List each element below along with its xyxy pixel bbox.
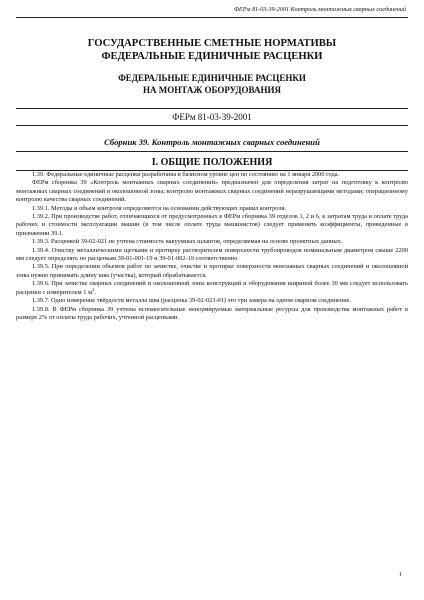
document-code-block	[16, 108, 408, 126]
running-header: ФЕРм 81-03-39-2001 Контроль монтажных сварных соединений	[233, 6, 406, 13]
paragraph: 1.39.4. Очистку металлическими щетками и протирку растворителем поверхности трубопроводов номинальным диаметром свыше 2200 мм следует определять по расценкам 39-01-001-19 и 39-01-002-19 соответственно.	[16, 246, 408, 263]
paragraph-end: .	[94, 288, 96, 296]
code-bottom-rule	[16, 125, 408, 126]
paragraph: 1.39.2. При производстве работ, отличающихся от предусмотренных в ФЕРм сборника 39 отделов 1, 2 и 6, к затратам труда и оплате труда рабочих и стоимости эксплуатации машин (в том числе оплате труда машинистов) следует применять коэффициенты, приведенные в приложении 39.1.	[16, 213, 408, 237]
section-title: I. ОБЩИЕ ПОЛОЖЕНИЯ	[151, 157, 273, 168]
paragraph: 1.39.5. При определении объемов работ по зачистке, очистке и протирке поверхности монтажных сварных соединений и околошовной зоны нужно принимать длину шва (участка), который обрабатывается.	[16, 263, 408, 279]
paragraph: 1.39.3. Расценкой 39-02-021 не учтена стоимость вакуумных шлангов, определяемая на основе проектных данных.	[32, 238, 343, 246]
collection-title: Сборник 39. Контроль монтажных сварных соединений	[104, 137, 320, 147]
subtitle-line-2: НА МОНТАЖ ОБОРУДОВАНИЯ	[143, 85, 281, 95]
paragraph: 1.39.7. Одно измерение твёрдости металла шва (расценка 39-02-023-01) это три замера на одном сварном соединение.	[32, 297, 352, 305]
paragraph: ФЕРм сборника 39 «Контроль монтажных сварных соединений» предназначен для определения затрат на подготовку к контролю монтажных сварных соединений и околошовной зоны; контролю монтажных сварных соединений неразрушающими методами; операционному контролю качества сварных соединений.	[16, 179, 408, 204]
subtitle-line-1: ФЕДЕРАЛЬНЫЕ ЕДИНИЧНЫЕ РАСЦЕНКИ	[118, 73, 306, 83]
body-text	[16, 171, 408, 322]
document-code: ФЕРм 81-03-39-2001	[172, 112, 252, 122]
paragraph: 1.39.1. Методы и объем контроля определяются на основании действующих правил контроля.	[32, 204, 286, 212]
header-rule	[16, 17, 408, 18]
page-number: 1	[398, 571, 402, 578]
superscript: 2	[92, 286, 95, 292]
main-title-line-2: ФЕДЕРАЛЬНЫЕ ЕДИНИЧНЫЕ РАСЦЕНКИ	[101, 51, 323, 62]
paragraph: 1.39.8. В ФЕРм сборника 39 учтены вспомогательные ненормируемые материальные ресурсы для производства монтажных работ в размере 2% от оплаты труда рабочих, учтенной расценками.	[16, 305, 408, 321]
paragraph	[16, 280, 408, 297]
paragraph-text: 1.39.6. При зачистке сварных соединений и околошовной зоны конструкций и оборудования шириной более 30 мм следует использовать расценки с измерителем 1 м	[16, 280, 408, 296]
code-top-rule	[16, 108, 408, 109]
main-title-line-1: ГОСУДАРСТВЕННЫЕ СМЕТНЫЕ НОРМАТИВЫ	[87, 38, 337, 49]
paragraph: 1.39. Федеральные единичные расценки разработаны в базисном уровне цен по состоянию на 1 января 2000 года.	[32, 171, 340, 178]
collection-rule	[16, 151, 408, 152]
